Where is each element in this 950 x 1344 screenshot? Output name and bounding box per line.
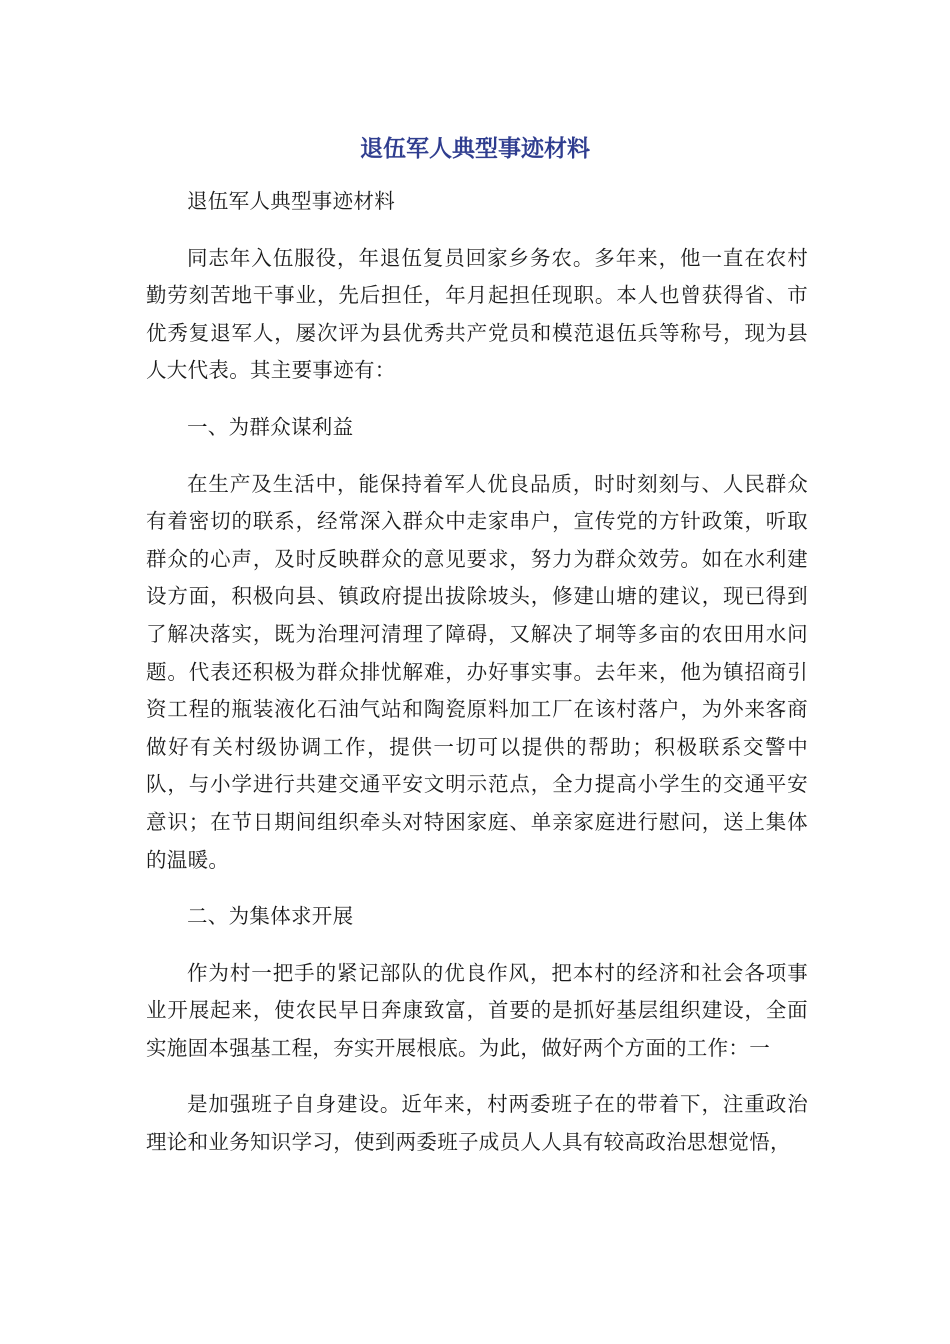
section-1-heading: 一、为群众谋利益 bbox=[187, 414, 354, 439]
document-subtitle: 退伍军人典型事迹材料 bbox=[187, 189, 395, 213]
section-2-heading: 二、为集体求开展 bbox=[187, 904, 354, 929]
document-title: 退伍军人典型事迹材料 bbox=[360, 136, 590, 162]
section-1-paragraph: 在生产及生活中，能保持着军人优良品质，时时刻刻与、人民群众有着密切的联系，经常深入群众中走家串户，宣传党的方针政策，听取群众的心声，及时反映群众的意见要求，努力为群众效劳。如在水利建设方面，积极向县、镇政府提出拔除坡头，修建山塘的建议，现已得到了解决落实，既为治理河清理了障碍，又解决了垌等多亩的农田用水问题。代表还积极为群众排忧解难，办好事实事。去年来，他为镇招商引资工程的瓶装液化石油气站和陶瓷原料加工厂在该村落户，为外来客商做好有关村级协调工作，提供一切可以提供的帮助；积极联系交警中队，与小学进行共建交通平安文明示范点，全力提高小学生的交通平安意识；在节日期间组织牵头对特困家庭、单亲家庭进行慰问，送上集体的温暖。 bbox=[146, 471, 808, 872]
section-2-paragraph: 作为村一把手的紧记部队的优良作风，把本村的经济和社会各项事业开展起来，使农民早日奔康致富，首要的是抓好基层组织建设，全面实施固本强基工程，夯实开展根底。为此，做好两个方面的工作：一 bbox=[146, 960, 808, 1060]
document-body bbox=[146, 183, 808, 1181]
section-2-paragraph-continued: 是加强班子自身建设。近年来，村两委班子在的带着下，注重政治理论和业务知识学习，使到两委班子成员人人具有较高政治思想觉悟， bbox=[146, 1092, 808, 1155]
intro-paragraph: 同志年入伍服役，年退伍复员回家乡务农。多年来，他一直在农村勤劳刻苦地干事业，先后担任，年月起担任现职。本人也曾获得省、市优秀复退军人，屡次评为县优秀共产党员和模范退伍兵等称号，现为县人大代表。其主要事迹有： bbox=[146, 245, 808, 383]
